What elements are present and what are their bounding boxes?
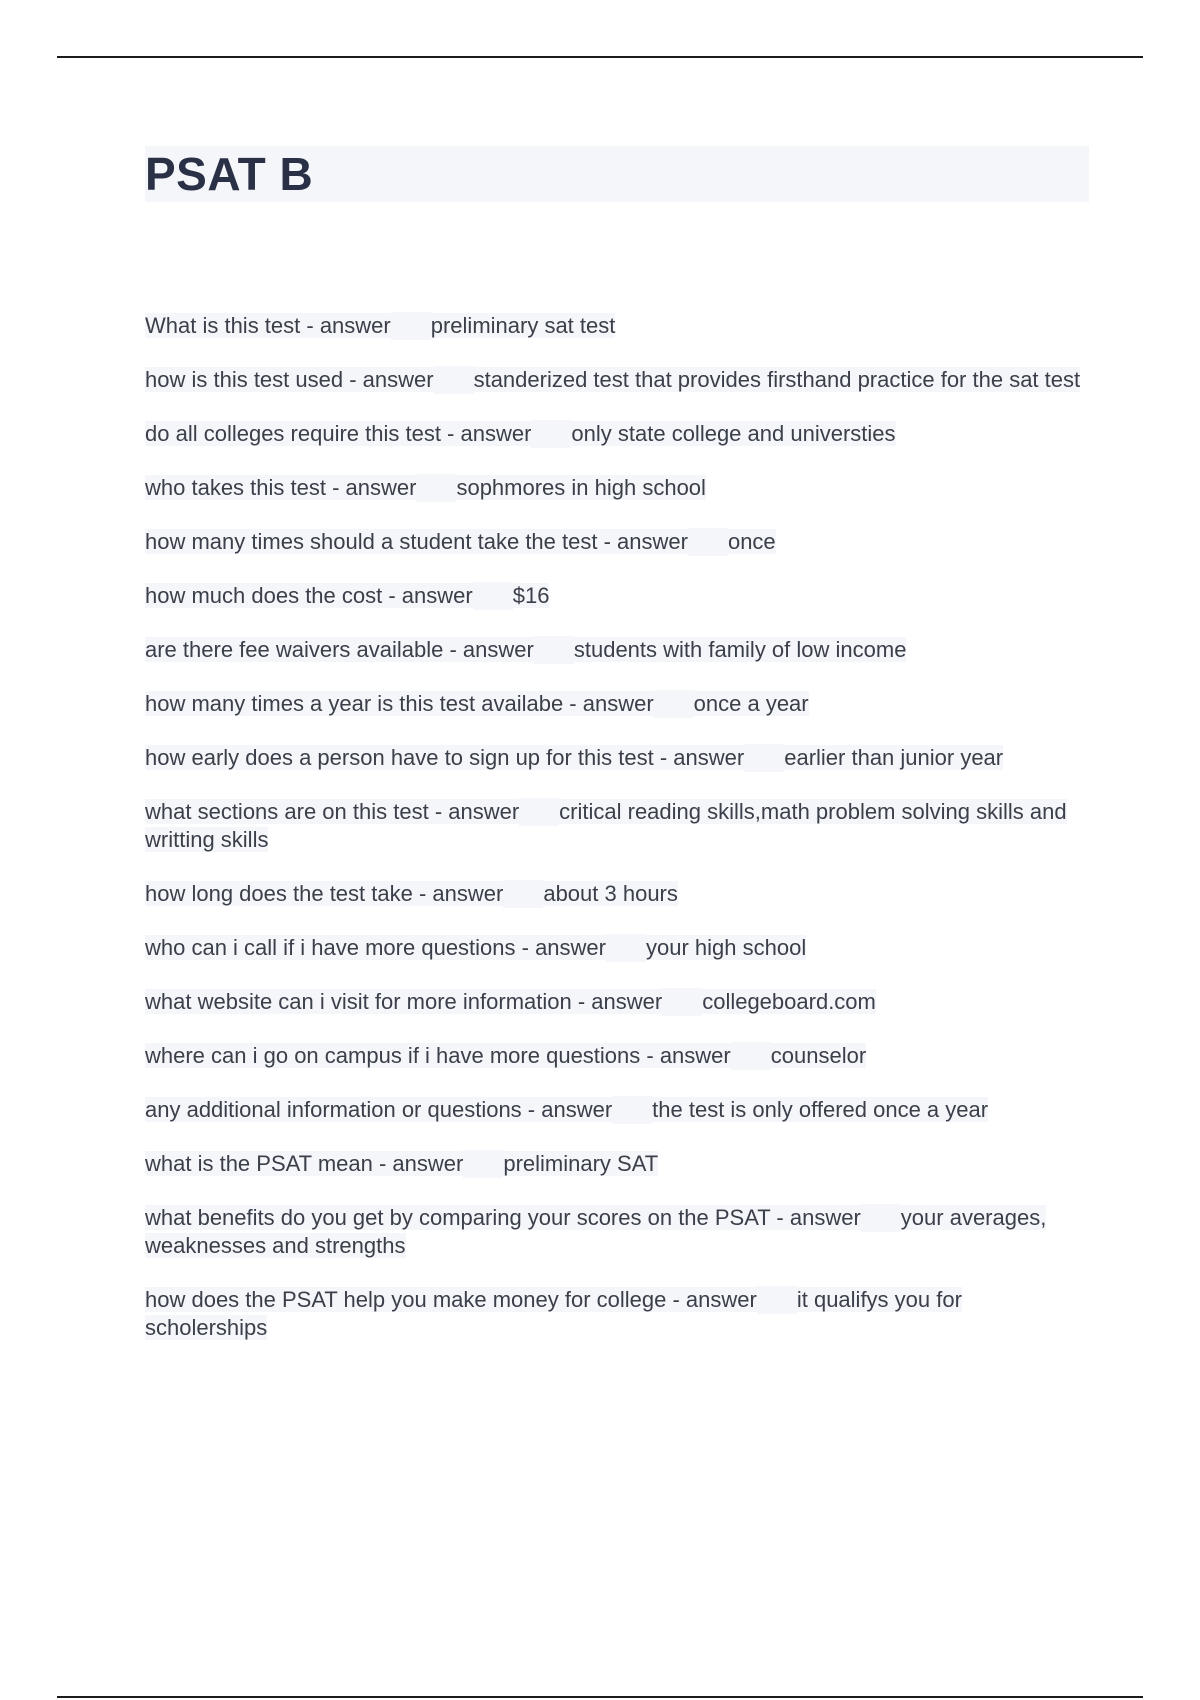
qa-question: how many times should a student take the test - answer xyxy=(145,529,688,554)
qa-item xyxy=(145,636,1089,664)
qa-item xyxy=(145,798,1089,854)
qa-answer: $16 xyxy=(512,583,550,608)
qa-question: how is this test used - answer xyxy=(145,367,434,392)
qa-question: how does the PSAT help you make money for college - answer xyxy=(145,1287,757,1312)
qa-question: What is this test - answer xyxy=(145,313,391,338)
qa-item xyxy=(145,934,1089,962)
qa-question: are there fee waivers available - answer xyxy=(145,637,534,662)
qa-question: any additional information or questions - answer xyxy=(145,1097,613,1122)
qa-answer: once xyxy=(727,529,776,554)
qa-answer: critical reading skills,math problem solving skills and writting skills xyxy=(145,799,1067,852)
qa-item xyxy=(145,744,1089,772)
qa-answer: collegeboard.com xyxy=(702,989,876,1014)
qa-question: what benefits do you get by comparing your scores on the PSAT - answer xyxy=(145,1205,861,1230)
qa-answer: counselor xyxy=(770,1043,867,1068)
qa-item xyxy=(145,690,1089,718)
qa-answer: earlier than junior year xyxy=(784,745,1004,770)
bottom-divider xyxy=(57,1696,1143,1698)
qa-question: how long does the test take - answer xyxy=(145,881,504,906)
qa-item xyxy=(145,880,1089,908)
qa-question: how many times a year is this test availabe - answer xyxy=(145,691,654,716)
qa-question: how early does a person have to sign up for this test - answer xyxy=(145,745,745,770)
qa-item xyxy=(145,528,1089,556)
qa-answer: sophmores in high school xyxy=(456,475,706,500)
qa-question: what website can i visit for more information - answer xyxy=(145,989,663,1014)
qa-answer: preliminary sat test xyxy=(430,313,616,338)
qa-answer: students with family of low income xyxy=(573,637,907,662)
qa-question: how much does the cost - answer xyxy=(145,583,473,608)
qa-item xyxy=(145,988,1089,1016)
qa-item xyxy=(145,1150,1089,1178)
qa-answer: once a year xyxy=(693,691,809,716)
qa-answer: your averages, weaknesses and strengths xyxy=(145,1205,1047,1258)
page-title: PSAT B xyxy=(145,148,314,200)
qa-item xyxy=(145,582,1089,610)
qa-answer: your high school xyxy=(646,935,807,960)
qa-item xyxy=(145,1286,1089,1342)
top-divider xyxy=(57,56,1143,58)
qa-question: where can i go on campus if i have more questions - answer xyxy=(145,1043,731,1068)
qa-answer: the test is only offered once a year xyxy=(652,1097,989,1122)
qa-answer: it qualifys you for scholerships xyxy=(145,1287,962,1340)
qa-question: who takes this test - answer xyxy=(145,475,417,500)
qa-question: do all colleges require this test - answer xyxy=(145,421,532,446)
qa-answer: standerized test that provides firsthand practice for the sat test xyxy=(473,367,1081,392)
qa-item xyxy=(145,474,1089,502)
qa-answer: about 3 hours xyxy=(543,881,678,906)
qa-item xyxy=(145,1096,1089,1124)
qa-question: what is the PSAT mean - answer xyxy=(145,1151,464,1176)
qa-item xyxy=(145,312,1089,340)
qa-item xyxy=(145,1042,1089,1070)
qa-item xyxy=(145,1204,1089,1260)
qa-list xyxy=(145,312,1089,1368)
qa-item xyxy=(145,420,1089,448)
qa-answer: only state college and universties xyxy=(571,421,896,446)
qa-question: what sections are on this test - answer xyxy=(145,799,520,824)
qa-item xyxy=(145,366,1089,394)
qa-question: who can i call if i have more questions - answer xyxy=(145,935,606,960)
qa-answer: preliminary SAT xyxy=(503,1151,659,1176)
